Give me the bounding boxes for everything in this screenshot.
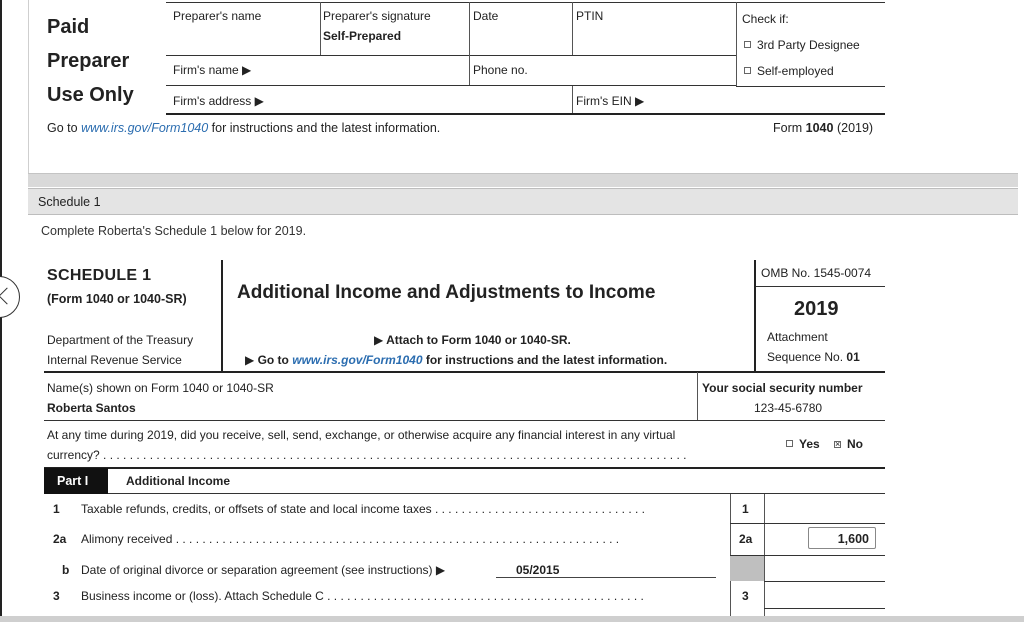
name-ssn-divider xyxy=(697,372,698,420)
omb-rule xyxy=(754,286,885,287)
line-2a-text: Alimony received . . . . . . . . . . . . . . . . . . . . . . . . . . . . . . . . . . . . . . . . . . . . . . . . . . . . . . . . . . . . . . . . . . . xyxy=(81,532,620,546)
preparer-signature-label: Preparer's signature xyxy=(323,9,431,23)
ptin-label: PTIN xyxy=(576,9,604,23)
back-button[interactable] xyxy=(0,276,20,318)
line-rule xyxy=(730,523,885,524)
part-title: Additional Income xyxy=(126,474,231,488)
form-footer-number: Form 1040 (2019) xyxy=(773,121,874,135)
col-divider xyxy=(736,2,737,86)
irs-link[interactable]: www.irs.gov/Form1040 xyxy=(81,121,209,135)
line-box-label: 2a xyxy=(739,532,753,546)
preparer-name-label: Preparer's name xyxy=(173,9,262,23)
col-divider xyxy=(469,2,470,85)
schedule-subtitle: (Form 1040 or 1040-SR) xyxy=(47,292,187,306)
part-bottom-rule xyxy=(44,493,885,494)
header-left-divider xyxy=(221,260,223,371)
irs-link[interactable]: www.irs.gov/Form1040 xyxy=(292,353,423,367)
part-label: Part I xyxy=(44,468,108,494)
amount-left-divider xyxy=(764,494,765,622)
ssn-label: Your social security number xyxy=(702,381,863,395)
pane-divider xyxy=(28,0,29,175)
ssn-value[interactable]: 123-45-6780 xyxy=(754,401,823,415)
tax-year: 2019 xyxy=(794,298,839,320)
department-label: Department of the Treasury xyxy=(47,333,194,347)
schedule-section-header: Schedule 1 xyxy=(28,188,1018,215)
form-footer-goto: Go to www.irs.gov/Form1040 for instructions and the latest information. xyxy=(47,121,441,135)
attachment-label: Attachment xyxy=(767,330,828,344)
phone-label: Phone no. xyxy=(473,63,528,77)
self-employed-checkbox[interactable]: Self-employed xyxy=(744,64,834,78)
checkbox-icon xyxy=(744,67,751,74)
schedule-title: SCHEDULE 1 xyxy=(47,267,152,284)
section-separator xyxy=(28,173,1018,187)
line-1-text: Taxable refunds, credits, or offsets of state and local income taxes . . . . . . . . . . . . . . . . . . . . . . . . . . . . . . . . xyxy=(81,502,646,516)
virtual-currency-yes[interactable]: Yes xyxy=(786,437,820,451)
omb-number: OMB No. 1545-0074 xyxy=(761,266,872,280)
line-number: b xyxy=(62,563,70,577)
line-box-label: 1 xyxy=(742,502,749,516)
line-number: 3 xyxy=(53,589,60,603)
line-2b-text: Date of original divorce or separation agreement (see instructions) ▶ xyxy=(81,563,446,577)
line-3-text: Business income or (loss). Attach Schedule C . . . . . . . . . . . . . . . . . . . . . . . . . . . . . . . . . . . . . . . . . . . . . . . . xyxy=(81,589,644,603)
col-divider xyxy=(320,2,321,55)
bottom-scroll-edge xyxy=(0,616,1024,622)
alimony-amount-input[interactable]: 1,600 xyxy=(808,527,876,549)
line-rule xyxy=(764,581,885,582)
taxpayer-name[interactable]: Roberta Santos xyxy=(47,401,136,415)
line-number: 2a xyxy=(53,532,67,546)
schedule-goto-line: ▶ Go to www.irs.gov/Form1040 for instructions and the latest information. xyxy=(245,353,668,367)
sequence-number: Sequence No. 01 xyxy=(767,350,860,364)
col-divider xyxy=(572,2,573,55)
part-top-rule xyxy=(44,467,885,469)
preparer-bottom-rule xyxy=(166,113,885,115)
virtual-currency-no[interactable]: × No xyxy=(835,437,863,451)
date-underline xyxy=(496,577,716,578)
header-bottom-rule xyxy=(44,371,885,373)
name-label: Name(s) shown on Form 1040 or 1040-SR xyxy=(47,381,274,395)
divorce-date-value[interactable]: 05/2015 xyxy=(516,563,560,577)
preparer-row2-rule xyxy=(166,85,736,86)
header-right-divider xyxy=(754,260,756,371)
chevron-left-icon xyxy=(0,288,15,305)
firm-ein-label: Firm's EIN ▶ xyxy=(576,94,645,108)
checkif-bottom-rule xyxy=(736,86,885,87)
line-number: 1 xyxy=(53,502,60,516)
col-divider xyxy=(572,86,573,113)
line-box-label: 3 xyxy=(742,589,749,603)
third-party-designee-checkbox[interactable]: 3rd Party Designee xyxy=(744,38,860,52)
schedule-main-title: Additional Income and Adjustments to Income xyxy=(237,282,656,303)
irs-label: Internal Revenue Service xyxy=(47,353,182,367)
preparer-signature-value[interactable]: Self-Prepared xyxy=(323,29,402,43)
schedule-instruction: Complete Roberta's Schedule 1 below for 2019. xyxy=(41,224,307,238)
attach-instruction: ▶ Attach to Form 1040 or 1040-SR. xyxy=(374,333,571,347)
checkbox-icon xyxy=(744,41,751,48)
preparer-row1-rule xyxy=(166,55,736,56)
line-rule xyxy=(764,608,885,609)
firm-name-label: Firm's name ▶ xyxy=(173,63,252,77)
preparer-top-rule xyxy=(166,2,885,3)
paid-preparer-title: Paid Preparer Use Only xyxy=(47,16,134,106)
firm-address-label: Firm's address ▶ xyxy=(173,94,264,108)
checked-box-icon: × xyxy=(835,439,841,449)
checkbox-icon xyxy=(786,440,793,447)
virtual-currency-question: At any time during 2019, did you receive, sell, send, exchange, or otherwise acquire any financial interest in any virtual currency? . . . . . . . . . . . . . . . . . . . . . . . . . . . . . . . . . . . . . . . . . . . . . . . . . . . . . . . . . . . . . . . . . . . . . . . . . . . . . . . . . . . . . . . . xyxy=(47,428,687,462)
shaded-cell xyxy=(730,556,764,581)
check-if-label: Check if: xyxy=(742,12,789,26)
name-row-rule xyxy=(44,420,885,421)
date-label: Date xyxy=(473,9,499,23)
